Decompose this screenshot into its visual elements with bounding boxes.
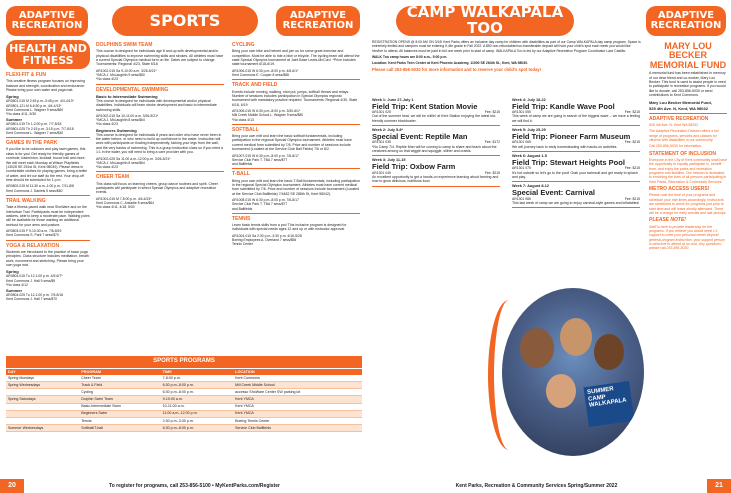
- camp-week-desc: We will journey back to early homesteading with hands-on activities.: [512, 144, 618, 149]
- yoga-summer: Summer: [6, 288, 23, 294]
- trail-title: TRAIL WALKING: [6, 197, 46, 204]
- cycling-row: AR1006-015 W 6:30 p.m.-8:00 p.m. 4/6-6/1*: [232, 68, 299, 73]
- table-cell: 6:30 p.m.-8:00 p.m.: [161, 389, 233, 396]
- table-cell: Kent YMCA: [233, 410, 362, 417]
- games-row: AR0802-015 M 11:30 a.m.-1:00 p.m. 7/11-8/8: [6, 184, 74, 189]
- tball-row: AR1008-015 W 6:30 p.m.-8:00 p.m. 7/6-8/17: [232, 198, 299, 202]
- table-cell: Boeing Tennis Center: [233, 417, 362, 424]
- camp-week-fee: Fee: $172: [484, 140, 500, 145]
- trail-desc: Take a fitness-paced walk near ShoWare and on the Interurban Trail. Participants must be independent walkers, able to keep a moderate pace. Walking poles will be available for those wanting an additional workout for your arms and posture.: [6, 205, 90, 227]
- camp-hours: WALK Too camp hours are 8:00 a.m.- 5:00 p.m.: [372, 54, 448, 59]
- table-cell: Spring Saturdays: [6, 396, 79, 403]
- camp-week-dates: Week 6: August 1-5: [512, 154, 547, 159]
- camp-week-fee: Fee: $215: [624, 110, 640, 115]
- games-title: GAMES IN THE PARK: [6, 140, 58, 147]
- table-cell: 9-10:00 a.m.: [161, 396, 233, 403]
- yoga-note: *No class 4/12: [6, 282, 28, 287]
- devswim-title: DEVELOPMENTAL SWIMMING: [96, 86, 169, 93]
- yoga-spring: Spring: [6, 269, 19, 275]
- camp-week-desc: *No Camp 7/4. Reptile Man will be coming to camp to share and teach about the creatures among us that wiggle and squiggle, slither and crawls.: [372, 144, 497, 154]
- page-21: [366, 0, 731, 493]
- divider: [232, 168, 360, 169]
- adaptive-call: Call 253-856-5030 for information.: [649, 144, 703, 149]
- tennis-row: Boeing Employees A. Overland 7 sess/$56: [232, 238, 297, 242]
- tball-title: T-BALL: [232, 171, 250, 178]
- table-cell: Beginners Swim: [79, 410, 160, 417]
- camp-week-dates: Week 3: July 11-15: [372, 158, 406, 163]
- table-cell: Spring Mondays: [6, 375, 79, 382]
- table-cell: Summer Wednesdays: [6, 424, 79, 431]
- camp-intro: [372, 40, 642, 75]
- camp-week-title: Special Event: Reptile Man: [372, 131, 468, 141]
- table-cell: Kent YMCA: [233, 403, 362, 410]
- track-title: TRACK AND FIELD: [232, 82, 278, 89]
- cycling-desc: Bring your own bike and helmet and join us for some great exercise and competition. Must be able to ride a bike or tricycle. The cycling team will attend the state Special Olympics tournament at Joint Base Lewis-McCord. *Price includes state tournament 6/18-6/19.: [232, 49, 360, 67]
- track-row: AR1005-015 W 6:30 p.m.-8:00 p.m. 3/30-6/1*: [232, 109, 301, 113]
- yoga-row: Kent Commons J. Hall 9 sess/$9: [6, 278, 56, 283]
- table-cell: Kent YMCA: [233, 396, 362, 403]
- devswim-desc2: This course is designed for individuals 8 years and older who have never been in the water before, or who need to build up confidence in the water. Instruction will work with participants on floating independently, kicking your legs from the wall, and the very basics of swimming. This is a group instruction class so if you need a 1:1 in the water, you will need to bring a care provider with you.: [96, 132, 223, 155]
- softball-row: and Ballfields: [232, 162, 253, 166]
- divider: [96, 171, 224, 172]
- games-row: Kent Commons J. Daniels 5 sess/$60: [6, 188, 63, 193]
- table-row: [6, 403, 362, 410]
- table-row: [6, 382, 362, 389]
- page-20: [0, 0, 365, 493]
- sports-programs-table: [6, 356, 362, 432]
- table-row: [6, 424, 362, 431]
- camper-face: [560, 318, 592, 356]
- note-title: PLEASE NOTE!: [649, 217, 686, 224]
- table-cell: Spring Wednesdays: [6, 382, 79, 389]
- camp-week-dates: Week 2: July 5-8*: [372, 128, 403, 133]
- flexi-fit-row: AR0801-015 Th 1-2:00 p.m. 7/7-8/18: [6, 122, 62, 127]
- memorial-title: MARY LOU BECKER MEMORIAL FUND: [649, 41, 727, 70]
- cheer-row: Kent Commons C. Arsiadie 8 sess/$64: [96, 200, 155, 205]
- col-program: PROGRAM: [79, 369, 160, 376]
- camper-face: [520, 328, 554, 368]
- camp-week-desc: Out of the summer heat, we will be chillin' at Kent Station enjoying the latest kid-friendly summer blockbuster.: [372, 114, 497, 123]
- metro-desc: Please note the time of your programs and schedule your ride times accordingly. Instructors are scheduled to arrive for programs just prior to start time and will leave shortly afterward. There will be a charge for early arrivals and late pickups.: [649, 193, 727, 215]
- flexi-fit-row: AR0801-025 Th 2:15 p.m.-3:15 p.m. 7/7-8/18: [6, 126, 74, 131]
- divider: [6, 137, 90, 138]
- camp-sign: SUMMER CAMP WALKAPALA: [583, 381, 634, 427]
- flexi-fit-row: Kent Commons L. Wagner 7 sess/$40: [6, 130, 64, 135]
- memorial-addr1: Mary Lou Becker Memorial Fund,: [649, 99, 712, 105]
- camp-call-text: Please call 253-856-5030 for more information and to reserve your child's spot today!: [372, 67, 542, 73]
- col-day: DAY: [6, 369, 79, 376]
- memorial-addr2: 525 4th Ave. N, Kent, WA 98032: [649, 105, 708, 111]
- table-cell: 6:30 p.m.-8:00 p.m.: [161, 382, 233, 389]
- health-fitness-column: [6, 40, 90, 340]
- camp-week-dates: Week 4: July 18-22: [512, 98, 546, 102]
- tennis-row: Tennis Center: [232, 242, 253, 247]
- devswim-note: *No class 4/23: [96, 122, 118, 127]
- divider: [232, 124, 360, 125]
- camp-week-fee: Fee: $215: [624, 140, 640, 145]
- camp-week-desc: This last week of camp we are going to enjoy carnival-style games and inflatables!: [512, 200, 640, 205]
- sports-programs-title: SPORTS PROGRAMS: [6, 356, 362, 368]
- trail-row: AR0803-015 F 9-10:30 a.m. 7/8-8/19: [6, 229, 62, 234]
- yoga-title: YOGA & RELAXATION: [6, 242, 60, 249]
- camp-week-title: Field Trip: Pioneer Farm Museum: [512, 131, 631, 141]
- camp-week: [372, 98, 500, 126]
- camp-week-dates: Week 7: August 8-12: [512, 184, 549, 189]
- camp-week: [512, 98, 640, 126]
- adaptive-title: ADAPTIVE RECREATION: [649, 115, 709, 122]
- camp-week-fee: Fee: $215: [624, 196, 640, 201]
- yoga-row: Kent Commons J. Hall 7 sess/$70: [6, 297, 58, 302]
- devswim-note: *No class 4/23: [96, 165, 118, 169]
- devswim-row: AR1002-025 Sa 11:00 a.m.-12:00 p.m. 3/26-5/21*: [96, 156, 171, 161]
- camp-week-title: Field Trip: Stewart Heights Pool: [512, 157, 625, 167]
- camp-week-dates: Week 1: June 27-July 1: [372, 98, 414, 102]
- page-number: 20: [0, 479, 24, 493]
- divider: [649, 113, 727, 114]
- flexi-fit-row: AR0801-015 M 2:45 p.m.-3:45 p.m. 4/4-4/13*: [6, 99, 74, 104]
- table-cell: Cycling: [79, 389, 160, 396]
- col-location: LOCATION: [233, 369, 362, 376]
- camp-week: [512, 184, 640, 208]
- camp-week-fee: Fee: $215: [624, 166, 640, 171]
- softball-title: SOFTBALL: [232, 126, 259, 133]
- table-cell: accesso ShoWare Center SW parking lot: [233, 389, 362, 396]
- cheer-desc: This class will focus on learning cheers, group dance routines and spirit. Cheer participants will participate in select Special Olympics and adaptive recreation events.: [96, 181, 218, 195]
- table-cell: Basic-Intermediate Swim: [79, 403, 160, 410]
- devswim-desc1: This course is designed for individuals with developmental and/or physical disabilities. Individuals will learn stroke development and basic to intermediate swimming skills.: [96, 98, 217, 112]
- divider: [6, 240, 90, 241]
- track-desc: Events include running, walking, shot put, jumps, softball throws and relays. Number of sessions includes participation in Special Olympics regional tournament with mandatory practice required. Tournaments: Regional 4/30, State 6/18, 6/19: [232, 89, 358, 107]
- divider: [96, 84, 224, 85]
- footer-right: [366, 479, 731, 493]
- inclusion-title: STATEMENT OF INCLUSION: [649, 150, 717, 157]
- tennis-row: AR1004-015 Sa 2:30 p.m.-3:30 p.m. 4/16-5/28: [232, 233, 302, 238]
- divider: [232, 79, 360, 80]
- tball-row: and Ballfields: [232, 206, 253, 211]
- note-desc: Staff is here to provide leadership for the programs. If you believe you would need 1:1 support to meet your personal needs beyond general program instruction, your support person is welcome to attend at no cost. Any questions, please call 253-856-5030.: [649, 224, 725, 251]
- footer-left: [0, 479, 365, 493]
- camp-week-title: Field Trip: Kent Station Movie: [372, 101, 478, 111]
- table-cell: Softball/T-ball: [79, 424, 160, 431]
- table-cell: 11:00 a.m.-12:00 p.m.: [161, 410, 233, 417]
- table-cell: 6:30 p.m.-8:00 p.m.: [161, 424, 233, 431]
- camp-location: Location: Kent Parks Teen Center at Kent Phoenix Academy, 11000 SE 264th St., Kent, WA 98030.: [372, 61, 529, 65]
- table-cell: Kent Commons: [233, 375, 362, 382]
- camp-week-code: AR1301 065: [512, 140, 531, 145]
- table-cell: Dolphin Swim Team: [79, 396, 160, 403]
- divider: [232, 213, 360, 214]
- camp-week-code: AR1301 025: [372, 110, 391, 115]
- sports-banner: SPORTS: [112, 6, 258, 36]
- flexi-fit-row: AR0801-121 M 6-6:50 p.m. 4/4-4/13*: [6, 103, 62, 108]
- track-row: Mill Creek Middle School L. Wagner 9 sess/$80: [232, 113, 304, 118]
- swim-cheer-column: [96, 40, 224, 302]
- camp-week-code: AR1301 075: [512, 166, 531, 171]
- tball-row: Service Club Park T. TBA 7 sess/$77: [232, 202, 288, 207]
- dolphins-row: YMCA J. McLaughlin 9 sess/$60: [96, 73, 145, 77]
- inclusion-desc: Everyone in the City of Kent community shall have the opportunity to equally participate in, benefit from, and enjoy the parks and recreation programs and facilities. Our mission is dedicated to enriching the lives of all persons participating in Kent Parks, Recreation & Community Services.: [649, 157, 727, 184]
- flexi-fit-row: Kent Commons L. Wagner 9 sess/$60: [6, 107, 64, 112]
- camp-week-code: AR1301 035: [372, 140, 391, 145]
- footer-org-text: Kent Parks, Recreation & Community Services Spring/Summer 2022: [455, 482, 618, 489]
- flexi-fit-desc: This creative fitness program focuses on improving balance and strength, coordination and endurance. Please bring your own water and yoga mat.: [6, 79, 86, 93]
- page-number: 21: [707, 479, 731, 493]
- yoga-desc: Students are introduced to the practice of basic yoga principles. Class structure includes meditation, breath work, movement and stretching. Please bring your own yoga mat.: [6, 249, 89, 267]
- tennis-desc: Learn basic tennis skills from a pro! This inclusive program is designed for individuals with special needs ages 12 and up or with instructor approval.: [232, 223, 347, 232]
- cycling-row: Kent Commons E. Cooper 8 sess/$88: [232, 73, 289, 77]
- flexi-fit-spring: Spring: [6, 94, 19, 100]
- camp-week: [512, 128, 640, 152]
- table-cell: [6, 410, 79, 417]
- cheer-row: AR1001-015 M 7-8:00 p.m. 4/4-6/13*: [96, 196, 152, 201]
- camp-week-title: Special Event: Carnival: [512, 188, 595, 198]
- sports-column: [232, 40, 360, 340]
- devswim-sub1: Basic to Intermediate Swimming: [96, 93, 158, 99]
- table-cell: [6, 417, 79, 424]
- adaptive-recreation-banner: ADAPTIVE RECREATION: [646, 6, 726, 36]
- dolphins-note: *No class 4/23: [96, 77, 118, 82]
- table-cell: [6, 389, 79, 396]
- adaptive-recreation-banner-right: ADAPTIVE RECREATION: [276, 6, 360, 36]
- camp-week-fee: Fee: $215: [484, 110, 500, 115]
- footer-register-text: To register for programs, call 253-856-5100 • MyKentParks.com/Register: [109, 482, 280, 489]
- cycling-title: CYCLING: [232, 42, 255, 48]
- table-cell: Service Club Ballfields: [233, 424, 362, 431]
- camp-week-fee: Fee: $215: [484, 170, 500, 175]
- dolphins-desc: This course is designed for individuals age 8 and up with developmental and/or physical disabilities to improve swimming skills and strokes. All athletes must have a current Special Olympics medical form on file. Dates are subject to change. Tournaments: Regional 4/23, State 6/18: [96, 49, 224, 67]
- softball-row: Service Club Park T. TBA 7 sess/$77: [232, 157, 288, 162]
- table-cell: Cheer Team: [79, 375, 160, 382]
- games-desc: If you like to be outdoors and play lawn games, this class is for you! Get ready for friendly games of cornhole, badminton, kickball, bocce ball and more. We will meet each Monday at Wilson Playfields (13028 SE 251st St, Kent 98030). Please dress in comfortable clothes for playing games, bring a bottle of water, and let our staff do the rest. Your drop-off time should be scheduled for 1 p.m.: [6, 147, 88, 183]
- camp-weeks-col-1: [372, 98, 500, 189]
- devswim-row: YMCA J. McLaughlin 8 sess/$64: [96, 118, 145, 123]
- table-cell: 7-8:00 p.m.: [161, 375, 233, 382]
- tennis-title: TENNIS: [232, 215, 251, 222]
- camp-week: [372, 158, 500, 186]
- trail-row: Kent Commons S. Park 7 sess/$70: [6, 233, 59, 238]
- camp-week-title: Field Trip: Oxbow Farm: [372, 162, 456, 172]
- camp-week-desc: This week of camp we are going in search of the biggest wave -- we have a feeling we will find it.: [512, 114, 641, 123]
- table-row: [6, 389, 362, 396]
- camp-week-code: AR1301 085: [512, 196, 531, 201]
- adaptive-addr: 525 4th Ave. N, Kent WA 98032: [649, 122, 699, 127]
- softball-row: AR1007-015 W 6:30 p.m.-8:00 p.m. 7/6-8/17: [232, 153, 299, 158]
- health-fitness-heading: HEALTH AND FITNESS: [6, 40, 90, 69]
- camp-week: [512, 154, 640, 182]
- dolphins-title: DOLPHINS SWIM TEAM: [96, 42, 153, 48]
- cheer-title: CHEER TEAM: [96, 174, 130, 181]
- camp-walkapala-banner: CAMP WALKAPALA TOO: [396, 6, 574, 36]
- dolphins-row: AR1002-015 Sa 9-10:00 a.m. 3/26-5/21*: [96, 68, 157, 73]
- flexi-fit-summer: Summer: [6, 117, 23, 123]
- camp-week-dates: Week 5: July 25-29: [512, 128, 546, 133]
- table-row: [6, 410, 362, 417]
- campers-photo: [502, 288, 644, 456]
- table-row: [6, 396, 362, 403]
- table-row: [6, 417, 362, 424]
- tball-desc: Bring your own mitt and learn the basic T-Ball fundamentals, including participation in the regional Special Olympics tournament. Athletes must have current medical form submitted by 7/6. Price and number of sessions include tournament (Located at the Service Club Ballfields) 7/4482 SE 288th St, Kent 98042).: [232, 178, 360, 196]
- camp-week-desc: It's hot outside so let's go to the pool! Grab your swimsuit and get ready to splash and play.: [512, 170, 638, 179]
- col-time: TIME: [161, 369, 233, 376]
- cheer-note: *No class 4/11, 4/18, 5/30: [96, 205, 135, 210]
- table-cell: [6, 403, 79, 410]
- devswim-sub2: Beginners Swimming: [96, 127, 137, 133]
- yoga-row: AR0804-015 Tu 12-1:00 p.m. 4/5-6/7*: [6, 274, 63, 279]
- metro-title: METRO ACCESS USERS!: [649, 186, 710, 193]
- schedule-table: [6, 369, 362, 432]
- sidebar: [649, 40, 727, 253]
- camper-face: [546, 374, 576, 408]
- track-note: *No class 4/13: [232, 117, 254, 122]
- camp-week: [372, 128, 500, 156]
- yoga-row: AR0804-025 Tu 12-1:00 p.m. 7/5-8/16: [6, 293, 64, 298]
- table-cell: Track & Field: [79, 382, 160, 389]
- table-row: [6, 375, 362, 382]
- divider: [6, 195, 90, 196]
- camp-week-code: AR1301 055: [512, 110, 531, 115]
- camp-week-code: AR1301 045: [372, 170, 391, 175]
- camp-week-desc: An excellent opportunity to get a hands-on experience learning about farming and how to grow delicious, nutritious food.: [372, 174, 499, 184]
- table-cell: Tennis: [79, 417, 160, 424]
- table-cell: 10-11:00 a.m.: [161, 403, 233, 410]
- flexi-fit-title: FLEXI-FIT & FUN: [6, 72, 46, 79]
- memorial-desc: A memorial fund has been established in memory of our dear friend and co-worker, Mary Lou Becker. This fund is used to assist people in need to participate in recreation programs. If you would like to donate, call 253-856-5030 or send contributions to Kent Commons.: [649, 71, 726, 98]
- devswim-row: AR1002-015 Sa 10-11:00 a.m. 3/26-5/21*: [96, 113, 159, 118]
- flexi-fit-note: *No class 4/11, 5/30: [6, 112, 37, 117]
- adaptive-recreation-banner-left: ADAPTIVE RECREATION: [6, 6, 88, 36]
- camp-weeks-col-2: [512, 98, 640, 210]
- camper-face: [594, 334, 624, 370]
- registration-text: REGISTRATION OPENS @ 8:00 AM ON 3/16! Kent Parks offers an inclusive day camp for children with disabilities as part of our Camp WALKAPALA day camp program. Space is extremely limited and campers must be entering K-6th grade in Fall 2022. A $50 non-refundable/non-transferable deposit will hold your child's spot each week you would like him/her to attend. All balances must be paid in full one week prior to start of camp. WALKAPALA Too is led by our Adaptive Recreation Program Coordinator Lara Castillo.: [372, 40, 641, 53]
- table-cell: 2:30 p.m.-3:30 p.m.: [161, 417, 233, 424]
- softball-desc: Bring your own mitt and learn the basic softball fundamentals, including participation in the regional Special Olympics tournament. Athletes must have current medical form submitted by 7/6. Price and number of sessions include tournament (Located at the Service Club Ball Fields) 7/6 or 8/2.: [232, 134, 352, 152]
- table-cell: Mill Creek Middle School: [233, 382, 362, 389]
- adaptive-desc: The Adaptive Recreation Division offers a full range of programs, services and classes for citizens with disabilities in our community.: [649, 129, 719, 142]
- devswim-row: YMCA J. McLaughlin 8 sess/$64: [96, 160, 145, 165]
- camp-week-title: Field Trip: Kandle Wave Pool: [512, 101, 615, 111]
